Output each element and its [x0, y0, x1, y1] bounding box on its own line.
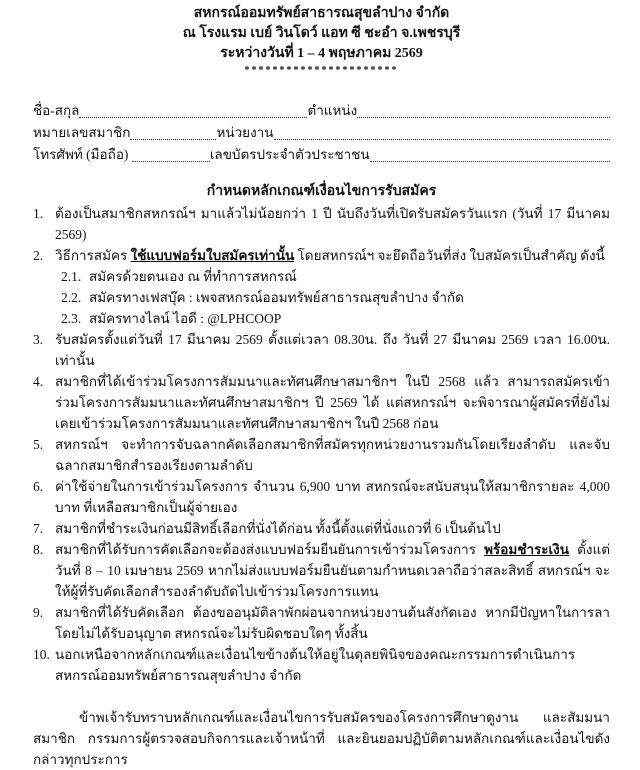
sub-rule-number: 2.1. [61, 269, 82, 284]
sub-rule-number: 2.2. [61, 290, 82, 305]
rule-text [55, 518, 610, 539]
rule-number: 10. [33, 647, 50, 662]
rule-number: 3. [33, 332, 44, 347]
rule-text-segment: สมาชิกที่ชำระเงินก่อนมีสิทธิ์เลือกที่นั่งได้ก่อน ทั้งนี้ตั้งแต่ที่นั่งแถวที่ 6 เป็นต้นไป [55, 521, 501, 536]
rule-text-segment: สมาชิกที่ได้เข้าร่วมโครงการสัมมนาและทัศนศึกษาสมาชิกฯ ในปี 2568 แล้ว สามารถสมัครเข้าร่วมโครงการสัมมนาและทัศนศึกษาสมาชิกฯ ปี 2569 ได้ แต่สหกรณ์ฯ จะพิจารณาผู้สมัครที่ยังไม่เคยเข้าร่วมโครงการสัมมนาและทัศนศึกษาสมาชิกฯ ในปี 2568 ก่อน [55, 374, 610, 431]
field-label: หมายเลขสมาชิก [33, 125, 131, 140]
stars-divider: ********************** [244, 65, 399, 76]
sub-rule-item [61, 308, 610, 329]
rule-text-segment: สมาชิกที่ได้รับการคัดเลือกจะต้องส่งแบบฟอร์มยืนยันการเข้าร่วมโครงการ [55, 542, 485, 557]
sub-rule-item [61, 266, 610, 287]
rule-text-segment: สหกรณ์ฯ จะทำการจับฉลากคัดเลือกสมาชิกที่สมัครทุกหน่วยงานรวมกันโดยเรียงลำดับ และจับฉลากสมาชิกสำรองเรียงตามลำดับ [55, 437, 610, 473]
dotted-fill-line [357, 113, 610, 118]
rule-number: 2. [33, 248, 44, 263]
rule-text-segment: ตั้งแต่วันที่ 8 – 10 เมษายน 2569 หากไม่ส่งแบบฟอร์มยืนยันตามกำหนดเวลาถือว่าสละสิทธิ์ สหกรณ์ฯ จะให้ผู้ที่รับคัดเลือกสำรองลำดับถัดไปเข้าร่วมโครงการแทน [55, 542, 610, 599]
rule-number: 9. [33, 605, 44, 620]
rule-number: 4. [33, 374, 44, 389]
rule-number: 1. [33, 206, 44, 221]
rule-item [33, 371, 610, 434]
rule-text [55, 539, 610, 602]
rule-number: 5. [33, 437, 44, 452]
rule-text-segment: สมาชิกที่ได้รับคัดเลือก ต้องขออนุมัติลาพักผ่อนจากหน่วยงานต้นสังกัดเอง หากมีปัญหาในการลาโดยไม่ได้รับอนุญาต สหกรณ์จะไม่รับผิดชอบใดๆ ทั้งสิ้น [55, 605, 610, 641]
sub-rule-group [33, 266, 610, 329]
sub-rule-text: สมัครทางไลน์ ไอดี : @LPHCOOP [89, 311, 282, 326]
rule-text-segment: ค่าใช้จ่ายในการเข้าร่วมโครงการ จำนวน 6,900 บาท สหกรณ์จะสนับสนุนให้สมาชิกรายละ 4,000 บาท ที่เหลือสมาชิกเป็นผู้จ่ายเอง [55, 479, 610, 515]
form-row [33, 99, 610, 121]
rule-item [33, 245, 610, 266]
clipped-text-glyph [386, 0, 426, 5]
rules-list [33, 203, 610, 686]
applicant-form [33, 99, 610, 165]
rule-item [33, 539, 610, 602]
sub-rule-list [33, 266, 610, 329]
rule-text-segment: วิธีการสมัคร [55, 248, 131, 263]
field-label: เลขบัตรประจำตัวประชาชน [209, 147, 370, 162]
dotted-fill-line [132, 157, 210, 162]
dotted-fill-line [370, 157, 610, 162]
rule-text [55, 434, 610, 476]
rule-text-segment: ต้องเป็นสมาชิกสหกรณ์ฯ มาแล้วไม่น้อยกว่า 1 ปี นับถึงวันที่เปิดรับสมัครวันแรก (วันที่ 17 มีนาคม 2569) [55, 206, 610, 242]
rule-number: 7. [33, 521, 44, 536]
rule-text-segment: พร้อมชำระเงิน [484, 542, 569, 557]
sub-rule-text: สมัครด้วยตนเอง ณ ที่ทำการสหกรณ์ [89, 269, 297, 284]
rule-item [33, 602, 610, 644]
rule-text [55, 602, 610, 644]
rule-text [55, 371, 610, 434]
rules-heading: กำหนดหลักเกณฑ์เงื่อนไขการรับสมัคร [206, 184, 437, 199]
clipped-text-remnant [386, 0, 426, 5]
form-row [33, 143, 610, 165]
form-row [33, 121, 610, 143]
rule-text-segment: นอกเหนือจากหลักเกณฑ์และเงื่อนไขข้างต้นให้อยู่ในดุลยพินิจของคณะกรรมการดำเนินการสหกรณ์ออมทรัพย์สาธารณสุขลำปาง จำกัด [55, 647, 576, 683]
rule-text [55, 476, 610, 518]
rule-text-segment: ใช้แบบฟอร์มใบสมัครเท่านั้น [130, 248, 295, 263]
rule-number: 6. [33, 479, 44, 494]
rule-item [33, 434, 610, 476]
header-organization: สหกรณ์ออมทรัพย์สาธารณสุขลำปาง จำกัด [193, 6, 450, 21]
rule-text [55, 329, 610, 371]
sub-rule-number: 2.3. [61, 311, 82, 326]
rule-item [33, 203, 610, 245]
dotted-fill-line [130, 135, 216, 140]
field-label: หน่วยงาน [216, 125, 274, 140]
rule-item [33, 476, 610, 518]
sub-rule-item [61, 287, 610, 308]
rule-text-segment: โดยสหกรณ์ฯ จะยึดถือวันที่ส่ง ใบสมัครเป็นสำคัญ ดังนี้ [294, 248, 605, 263]
rule-text [55, 644, 610, 686]
rule-text-segment: รับสมัครตั้งแต่วันที่ 17 มีนาคม 2569 ตั้งแต่เวลา 08.30น. ถึง วันที่ 27 มีนาคม 2569 เวลา 16.00น. เท่านั้น [55, 332, 610, 368]
sub-rule-text: สมัครทางเฟสบุ๊ค : เพจสหกรณ์ออมทรัพย์สาธารณสุขลำปาง จำกัด [89, 290, 464, 305]
field-label: โทรศัพท์ (มือถือ) [33, 147, 132, 162]
rule-text [55, 245, 610, 266]
field-label: ชื่อ-สกุล [33, 103, 80, 118]
closing-paragraph: ข้าพเจ้ารับทราบหลักเกณฑ์และเงื่อนไขการรับสมัครของโครงการศึกษาดูงาน และสัมมนาสมาชิก กรรมการผู้ตรวจสอบกิจการและเจ้าหน้าที่ และยินยอมปฏิบัติตามหลักเกณฑ์และเงื่อนไขดังกล่าวทุกประการ [33, 710, 610, 767]
dotted-fill-line [79, 113, 307, 118]
rule-text [55, 203, 610, 245]
document-header [33, 0, 610, 77]
rule-item [33, 329, 610, 371]
rule-number: 8. [33, 542, 44, 557]
header-dates: ระหว่างวันที่ 1 – 4 พฤษภาคม 2569 [220, 46, 423, 61]
rule-item [33, 644, 610, 686]
rule-item [33, 518, 610, 539]
field-label: ตำแหน่ง [307, 103, 358, 118]
dotted-fill-line [274, 135, 611, 140]
header-venue: ณ โรงแรม เบย์ วินโดว์ แอท ซี ชะอำ จ.เพชรบุรี [182, 26, 461, 41]
